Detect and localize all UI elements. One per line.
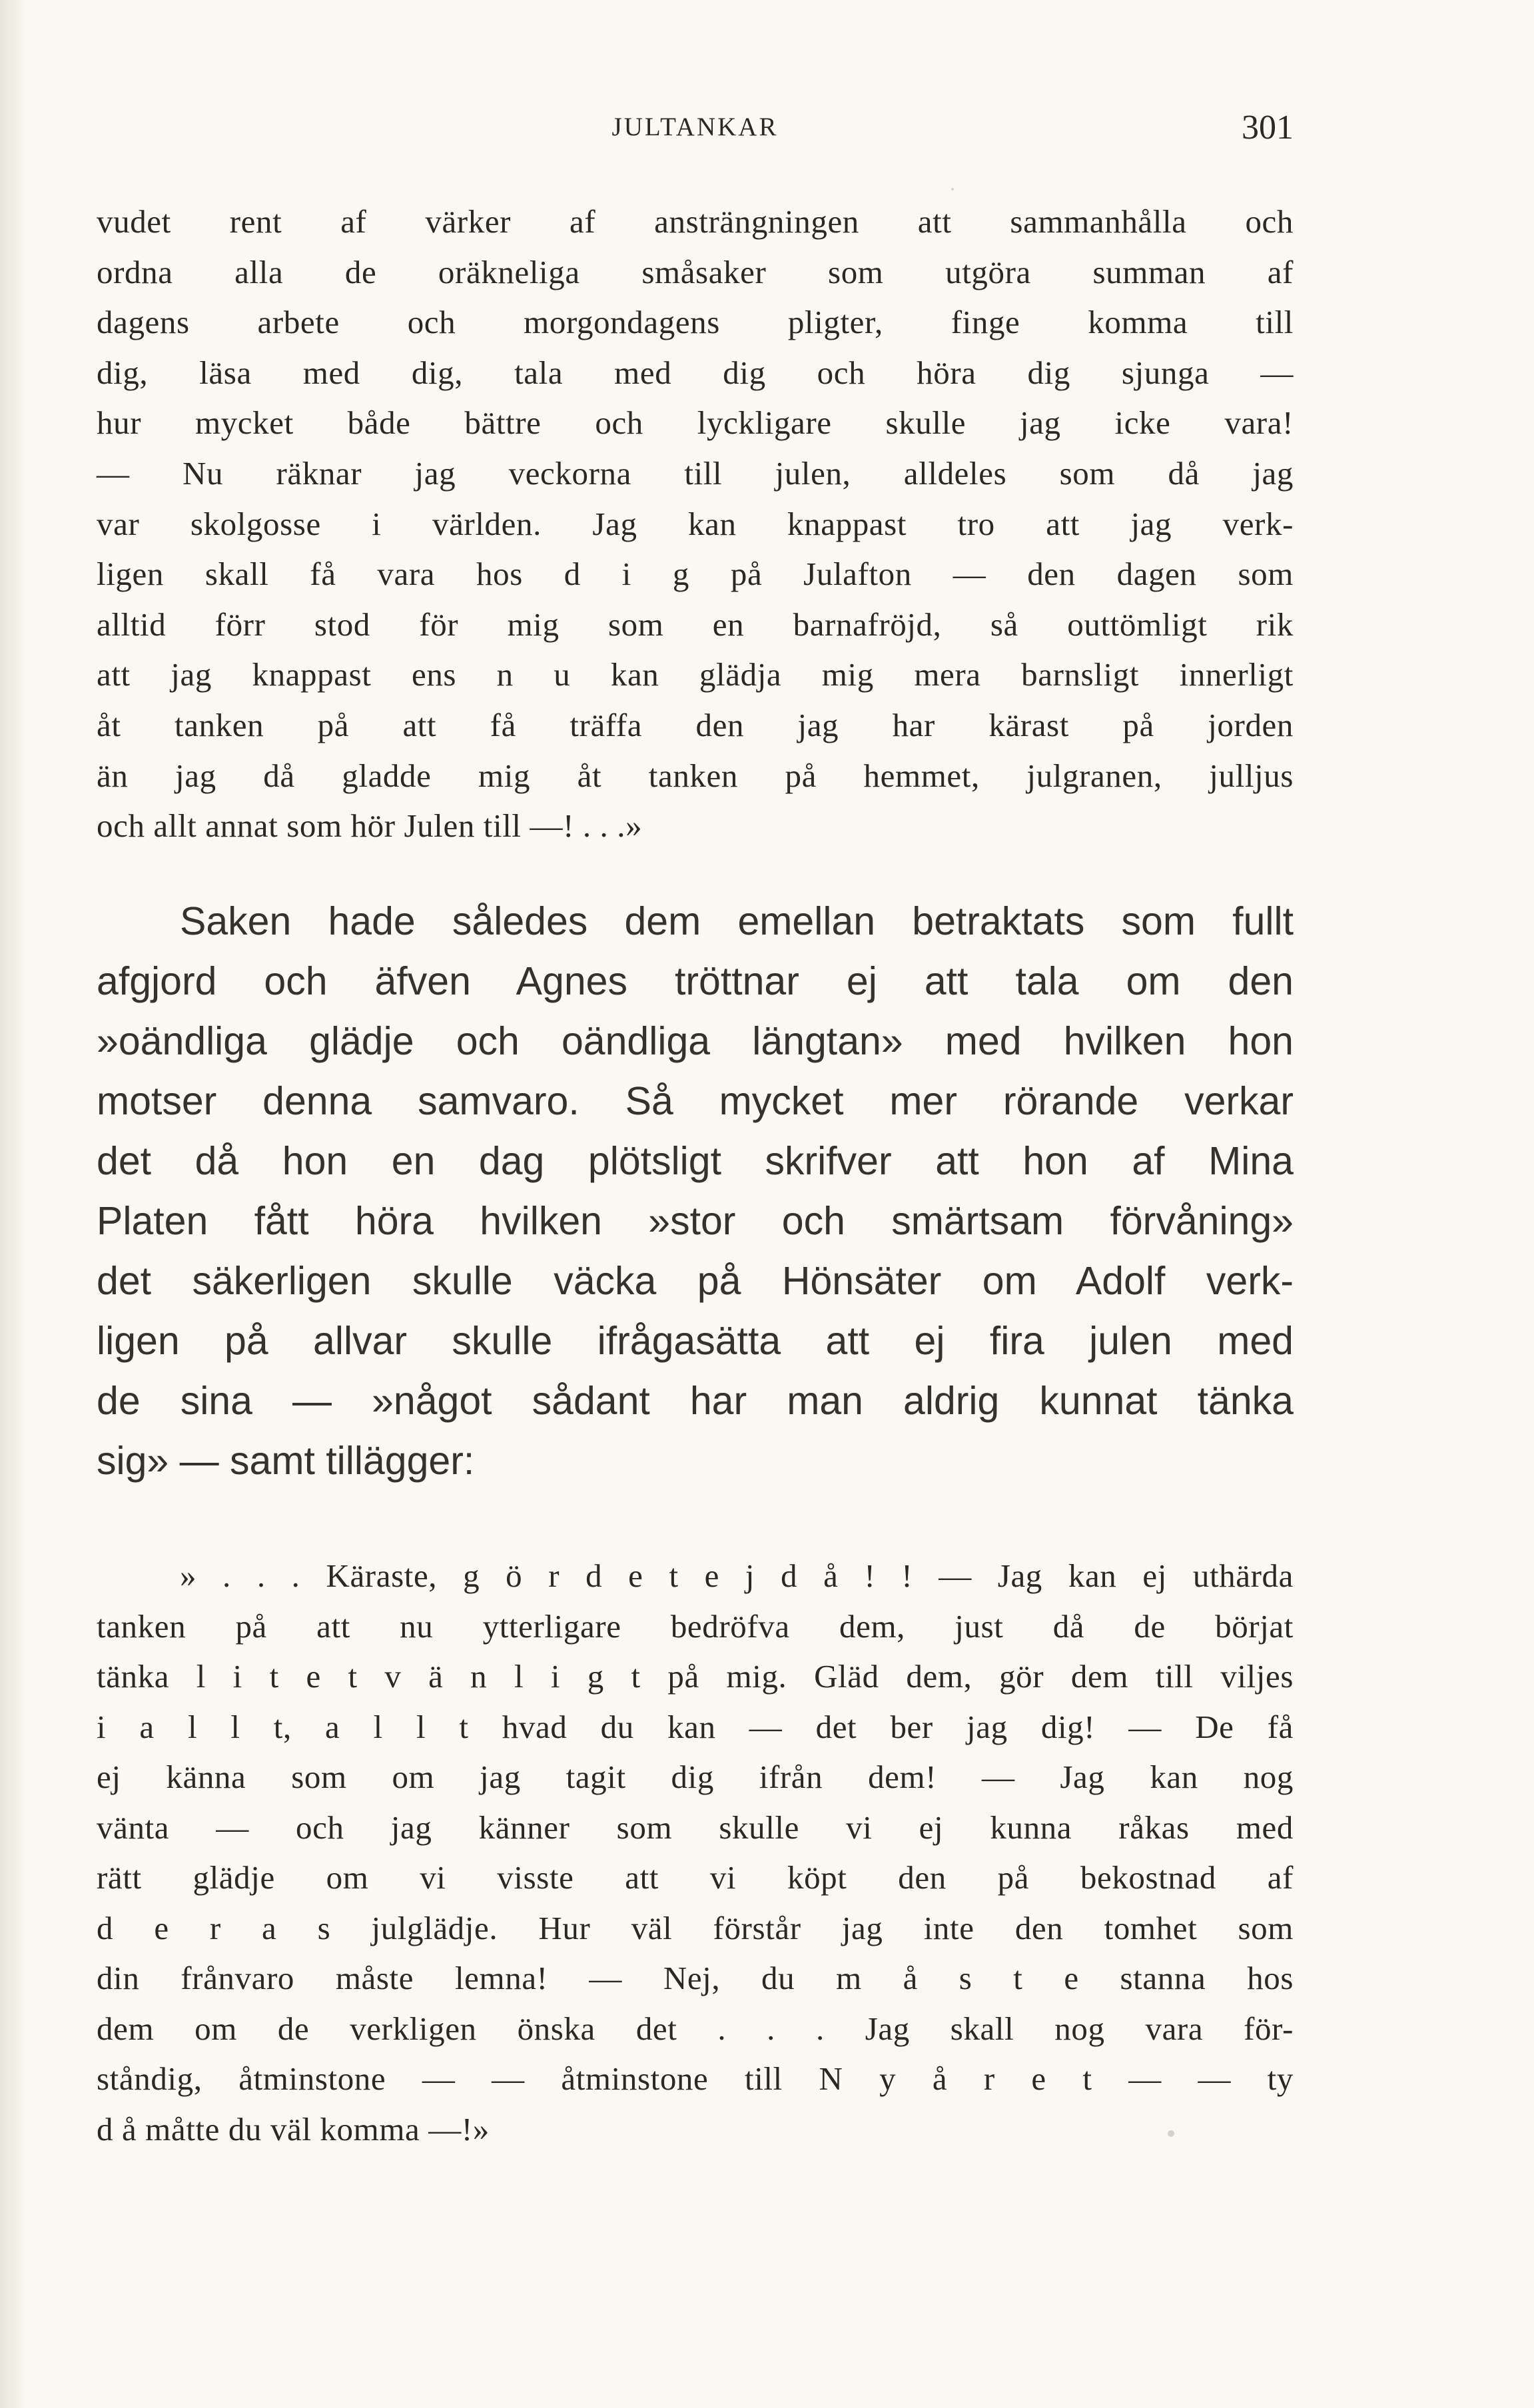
text-line: i a l l t, a l l t hvad du kan — det ber jag dig! — De få bbox=[97, 1708, 1294, 1745]
text-line: »oändliga glädje och oändliga längtan» med hvilken hon bbox=[97, 1019, 1294, 1063]
text-line: att jag knappast ens n u kan glädja mig mera barnsligt innerligt bbox=[97, 656, 1294, 693]
text-line: ligen på allvar skulle ifrågasätta att ej fira julen med bbox=[97, 1319, 1294, 1363]
letter-quote-part-one bbox=[97, 197, 1294, 851]
text-line: och allt annat som hör Julen till —! . . .» bbox=[97, 807, 643, 845]
page-number: 301 bbox=[1242, 109, 1294, 147]
text-line: ståndig, åtminstone — — åtminstone till N y å r e t — — ty bbox=[97, 2060, 1294, 2097]
text-line: din frånvaro måste lemna! — Nej, du m å s t e stanna hos bbox=[97, 1960, 1294, 1996]
text-line: Platen fått höra hvilken »stor och smärtsam förvåning» bbox=[97, 1199, 1294, 1243]
narrative-paragraph bbox=[97, 891, 1294, 1491]
text-line: Saken hade således dem emellan betraktats som fullt bbox=[180, 899, 1294, 943]
text-line: ligen skall få vara hos d i g på Julafton — den dagen som bbox=[97, 556, 1294, 593]
text-line: afgjord och äfven Agnes tröttnar ej att tala om den bbox=[97, 959, 1294, 1003]
text-line: ordna alla de oräkneliga småsaker som utgöra summan af bbox=[97, 253, 1294, 290]
text-line: d e r a s julglädje. Hur väl förstår jag inte den tomhet som bbox=[97, 1909, 1294, 1946]
text-line: » . . . Käraste, g ö r d e t e j d å ! ! — Jag kan ej uthärda bbox=[180, 1557, 1294, 1594]
text-line: åt tanken på att få träffa den jag har kärast på jorden bbox=[97, 706, 1294, 743]
running-head bbox=[97, 109, 1294, 159]
text-line: det säkerligen skulle väcka på Hönsäter om Adolf verk- bbox=[97, 1259, 1294, 1303]
text-line: tanken på att nu ytterligare bedröfva dem, just då de börjat bbox=[97, 1607, 1294, 1645]
text-line: tänka l i t e t v ä n l i g t på mig. Gläd dem, gör dem till viljes bbox=[97, 1658, 1294, 1695]
text-line: var skolgosse i världen. Jag kan knappast tro att jag verk- bbox=[97, 505, 1294, 542]
text-line: dig, läsa med dig, tala med dig och höra dig sjunga — bbox=[97, 354, 1294, 391]
paper-speck bbox=[951, 188, 954, 191]
text-line: motser denna samvaro. Så mycket mer rörande verkar bbox=[97, 1079, 1294, 1123]
text-line: vudet rent af värker af ansträngningen att sammanhålla och bbox=[97, 203, 1294, 240]
text-line: alltid förr stod för mig som en barnafröjd, så outtömligt rik bbox=[97, 605, 1294, 643]
text-line: hur mycket både bättre och lyckligare skulle jag icke vara! bbox=[97, 404, 1294, 442]
text-line: än jag då gladde mig åt tanken på hemmet, julgranen, julljus bbox=[97, 757, 1294, 794]
letter-quote-part-two bbox=[97, 1551, 1294, 2154]
text-line: dem om de verkligen önska det . . . Jag skall nog vara för- bbox=[97, 2010, 1294, 2047]
text-line: sig» — samt tillägger: bbox=[97, 1439, 475, 1483]
text-line: rätt glädje om vi visste att vi köpt den på bekostnad af bbox=[97, 1859, 1294, 1896]
text-line: d å måtte du väl komma —!» bbox=[97, 2110, 490, 2148]
text-line: de sina — »något sådant har man aldrig kunnat tänka bbox=[97, 1379, 1294, 1423]
text-line: ej känna som om jag tagit dig ifrån dem! — Jag kan nog bbox=[97, 1759, 1294, 1795]
text-line: dagens arbete och morgondagens pligter, finge komma till bbox=[97, 304, 1294, 341]
text-line: — Nu räknar jag veckorna till julen, alldeles som då jag bbox=[97, 454, 1294, 492]
running-head-title: JULTANKAR bbox=[611, 113, 779, 141]
page-edge-shadow bbox=[0, 0, 27, 2408]
text-line: det då hon en dag plötsligt skrifver att hon af Mina bbox=[97, 1139, 1294, 1183]
text-line: vänta — och jag känner som skulle vi ej kunna råkas med bbox=[97, 1808, 1294, 1846]
